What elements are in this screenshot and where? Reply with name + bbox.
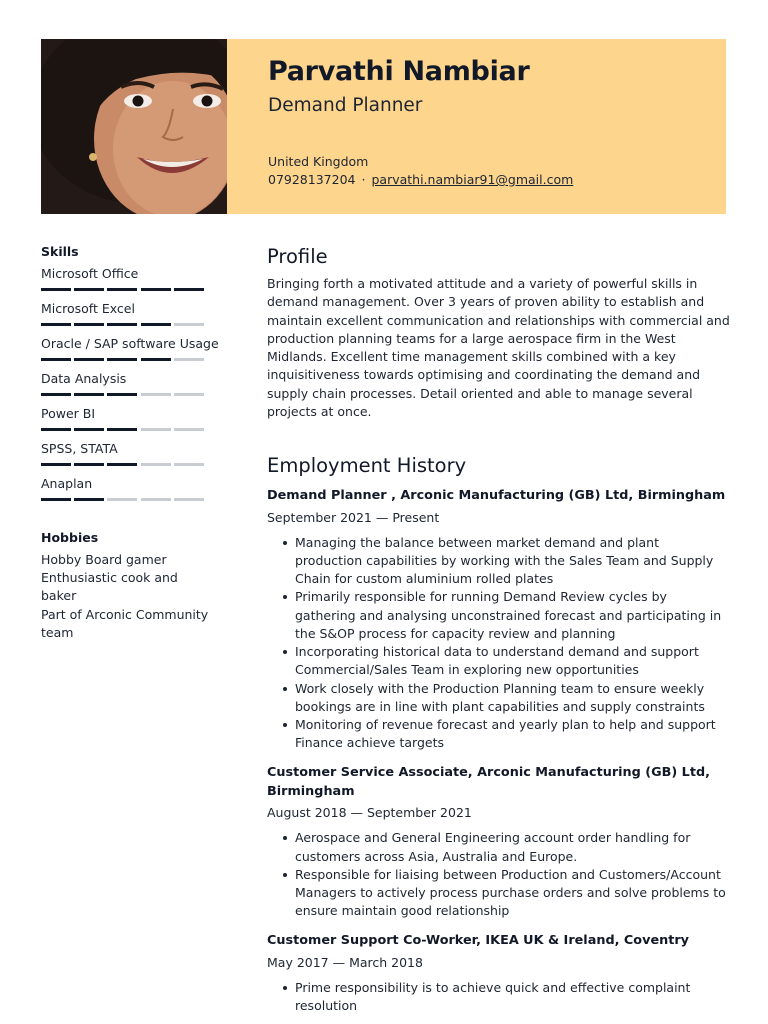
skill-level-segment xyxy=(74,393,104,396)
job-bullets xyxy=(267,534,730,752)
employment-heading: Employment History xyxy=(267,454,467,478)
job-entry xyxy=(267,932,730,1015)
profile-text: Bringing forth a motivated attitude and a variety of powerful skills in demand management. Over 3 years of proven ability to establish and maintain excellent communication and relationships with commercial and production planning teams for a large aerospace firm in the West Midlands. Excellent time management skills combined with a key inquisitiveness towards optimising and coordinating the demand and supply chain processes. Detail oriented and able to manage several projects at once. xyxy=(267,276,730,420)
skill-name: Anaplan xyxy=(41,476,93,491)
skill-level-bar xyxy=(41,358,205,361)
skill-level-segment xyxy=(107,323,137,326)
job-bullets xyxy=(267,979,730,1015)
skill-level-segment xyxy=(107,288,137,291)
header-band xyxy=(227,39,726,214)
skill-item xyxy=(41,300,211,335)
skill-name: Microsoft Excel xyxy=(41,301,135,316)
email-link[interactable]: parvathi.nambiar91@gmail.com xyxy=(371,172,574,187)
skill-item xyxy=(41,405,211,440)
skill-level-segment xyxy=(41,393,71,396)
skill-level-segment xyxy=(174,498,204,501)
skill-level-segment xyxy=(74,498,104,501)
skill-level-segment xyxy=(107,498,137,501)
job-bullet: Primarily responsible for running Demand Review cycles by gathering and analysing unconstrained forecast and participating in the S&OP process for capacity review and planning xyxy=(295,588,730,643)
skill-name: Oracle / SAP software Usage xyxy=(41,336,219,351)
skill-level-segment xyxy=(74,463,104,466)
job-bullet: Incorporating historical data to understand demand and support Commercial/Sales Team in exploring new opportunities xyxy=(295,643,730,679)
skill-item xyxy=(41,370,211,405)
jobs-list xyxy=(267,487,730,1015)
skill-level-segment xyxy=(174,288,204,291)
skill-level-segment xyxy=(41,428,71,431)
skill-level-segment xyxy=(107,428,137,431)
skill-level-bar xyxy=(41,498,205,501)
skill-item xyxy=(41,475,211,510)
phone-number: 07928137204 xyxy=(268,172,356,187)
location: United Kingdom xyxy=(268,154,369,169)
skill-level-segment xyxy=(141,288,171,291)
skill-level-segment xyxy=(74,428,104,431)
skill-name: Power BI xyxy=(41,406,96,421)
profile-photo xyxy=(41,39,227,214)
job-bullet: Work closely with the Production Planning team to ensure weekly bookings are in line with plant capabilities and supply constraints xyxy=(295,680,730,716)
skill-level-segment xyxy=(141,463,171,466)
skill-level-segment xyxy=(174,358,204,361)
skill-level-bar xyxy=(41,323,205,326)
hobby-item: Enthusiastic cook and baker xyxy=(41,570,178,604)
skill-level-segment xyxy=(41,498,71,501)
skill-level-segment xyxy=(174,463,204,466)
skill-level-segment xyxy=(41,358,71,361)
skill-level-segment xyxy=(141,358,171,361)
skill-name: Microsoft Office xyxy=(41,266,139,281)
profile-heading: Profile xyxy=(267,245,328,268)
skill-level-segment xyxy=(141,498,171,501)
sidebar xyxy=(41,244,219,642)
hobby-item: Hobby Board gamer xyxy=(41,552,167,567)
skill-item xyxy=(41,440,211,475)
skill-level-bar xyxy=(41,463,205,466)
hobby-item: Part of Arconic Community team xyxy=(41,606,209,640)
job-bullet: Managing the balance between market demand and plant production capabilities by working with the Sales Team and Supply Chain for custom aluminium rolled plates xyxy=(295,534,730,589)
skill-item xyxy=(41,265,211,300)
skill-name: Data Analysis xyxy=(41,371,127,386)
skill-level-segment xyxy=(107,358,137,361)
skill-level-segment xyxy=(174,323,204,326)
skills-list xyxy=(41,265,219,510)
skill-level-segment xyxy=(74,288,104,291)
skills-heading: Skills xyxy=(41,244,79,259)
skill-level-bar xyxy=(41,428,205,431)
job-bullet: Responsible for liaising between Production and Customers/Account Managers to actively process purchase orders and solve problems to ensure maintain good relationship xyxy=(295,866,730,921)
skill-item xyxy=(41,335,219,370)
skill-level-segment xyxy=(174,393,204,396)
skill-level-segment xyxy=(41,463,71,466)
skill-level-segment xyxy=(141,323,171,326)
job-bullet: Prime responsibility is to achieve quick and effective complaint resolution xyxy=(295,979,730,1015)
contact-line xyxy=(268,172,573,187)
skill-level-segment xyxy=(107,463,137,466)
hobbies-list xyxy=(41,551,211,642)
job-entry xyxy=(267,487,730,752)
contact-separator: · xyxy=(361,172,366,187)
job-bullet: Monitoring of revenue forecast and yearly plan to help and support Finance achieve targets xyxy=(295,716,730,752)
hobbies-heading: Hobbies xyxy=(41,530,99,545)
skill-level-segment xyxy=(41,323,71,326)
job-title: Demand Planner xyxy=(268,95,423,116)
skill-level-segment xyxy=(41,288,71,291)
skill-level-segment xyxy=(74,323,104,326)
skill-level-bar xyxy=(41,393,205,396)
job-bullet: Aerospace and General Engineering account order handling for customers across Asia, Australia and Europe. xyxy=(295,829,730,865)
job-dates: September 2021 — Present xyxy=(267,509,440,525)
skill-level-segment xyxy=(74,358,104,361)
skill-level-segment xyxy=(107,393,137,396)
skill-level-segment xyxy=(141,428,171,431)
skill-level-bar xyxy=(41,288,205,291)
job-entry xyxy=(267,764,730,920)
candidate-name: Parvathi Nambiar xyxy=(268,56,530,87)
job-heading: Demand Planner , Arconic Manufacturing (GB) Ltd, Birmingham xyxy=(267,488,726,504)
job-bullets xyxy=(267,829,730,920)
skill-level-segment xyxy=(141,393,171,396)
job-dates: August 2018 — September 2021 xyxy=(267,805,472,821)
job-heading: Customer Service Associate, Arconic Manufacturing (GB) Ltd, Birmingham xyxy=(267,765,710,799)
main-content xyxy=(267,244,730,1015)
job-dates: May 2017 — March 2018 xyxy=(267,954,423,970)
skill-level-segment xyxy=(174,428,204,431)
job-heading: Customer Support Co-Worker, IKEA UK & Ireland, Coventry xyxy=(267,933,690,949)
skill-name: SPSS, STATA xyxy=(41,441,118,456)
